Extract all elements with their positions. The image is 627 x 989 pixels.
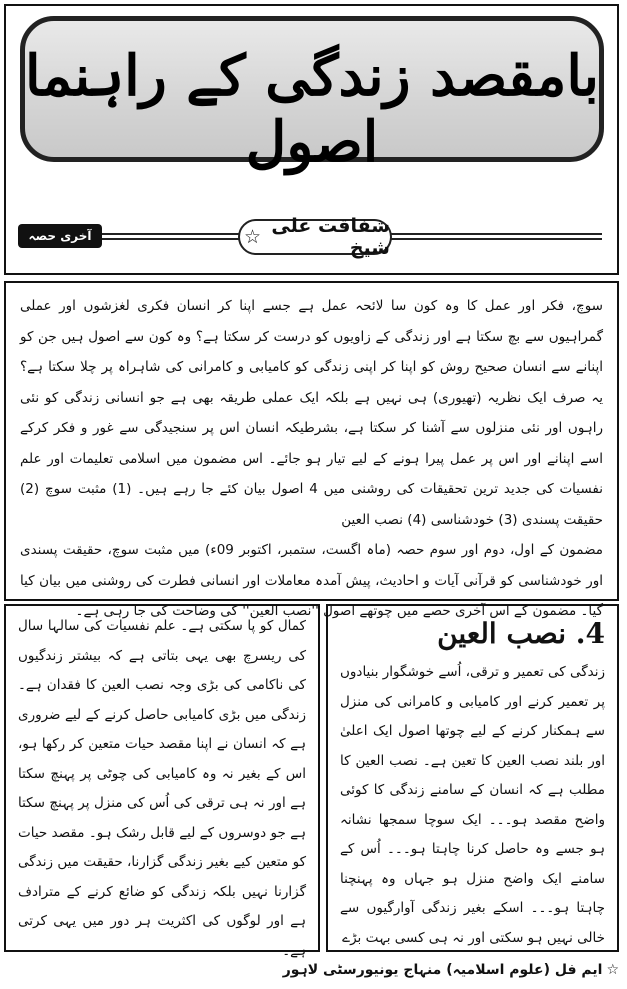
right-column <box>326 604 619 952</box>
part-tag: آخری حصہ <box>18 224 102 248</box>
author-affiliation: ایم فل (علوم اسلامیہ) منہاج یونیورسٹی لاہور <box>282 962 603 978</box>
left-column-text: کمال کو پا سکتی ہے۔ علم نفسیات کی سالہا سال کی ریسرچ بھی یہی بتاتی ہے کہ بیشتر زندگیوں کی ناکامی کی بڑی وجہ نصب العین کا فقدان ہے۔ زندگی میں بڑی کامیابی حاصل کرنے کے لیے ضروری ہے کہ انسان نے اپنا مقصد حیات متعین کر رکھا ہو، اس کے بغیر نہ وہ کامیابی کی چوٹی پر پہنچ سکتا ہے اور نہ ہی ترقی کی اُس کی منزل پر پہنچ سکتا ہے جو دوسروں کے لیے قابل رشک ہو۔ مقصد حیات کو متعین کیے بغیر زندگی گزارنا، حقیقت میں زندگی گزارنا نہیں بلکہ زندگی کو ضائع کرنے کے مترادف ہے اور لوگوں کی اکثریت ہر دور میں یہی کرتی ہے۔ <box>18 618 306 959</box>
section-heading: 4. نصب العین <box>437 617 605 650</box>
star-icon: ☆ <box>244 226 262 248</box>
intro-box <box>4 281 619 619</box>
star-icon: ☆ <box>606 962 619 978</box>
intro-paragraph: مضمون کے اول، دوم اور سوم حصہ (ماہ اگست، ستمبر، اکتوبر 09ء) میں مثبت سوچ، حقیقت پسندی اور خودشناسی کو قرآنی آیات و احادیث، پیش آمدہ معاملات اور انسانی فطرت کی روشنی میں بیان کیا گیا۔ مضمون کے اس آخری حصے میں چوتھے اصول ''نصب العین'' کی وضاحت کی جا رہی ہے۔ <box>20 542 604 619</box>
author-footnote <box>4 955 619 985</box>
author-name: شفاقت علی شیخ <box>271 215 390 259</box>
intro-paragraph: سوچ، فکر اور عمل کا وہ کون سا لائحہ عمل ہے جسے اپنا کر انسان فکری لغزشوں اور عملی گمراہیوں سے بچ سکتا ہے اور زندگی کے زاویوں کو درست کر سکتا ہے؟ وہ کون سے اصول ہیں جن کو اپنانے سے انسان صحیح روش کو اپنا کر اپنی زندگی کو کامیابی و کامرانی کی شاہراہ پر چلا سکتا ہے؟ یہ صرف ایک نظریہ (تھیوری) ہی نہیں ہے بلکہ ایک عملی طریقہ بھی ہے جو انسانی زندگی کو نئی راہوں اور نئی منزلوں سے آشنا کر سکتا ہے، بشرطیکہ انسان اس پر سنجیدگی سے غور و فکر کرکے اسے اپنانے اور اس پر عمل پیرا ہونے کے لیے تیار ہو جائے۔ اس مضمون میں اسلامی تعلیمات اور علم نفسیات کی جدید ترین تحقیقات کی روشنی میں 4 اصول بیان کئے جا رہے ہیں۔ (1) مثبت سوچ (2) حقیقت پسندی (3) خودشناسی (4) نصب العین <box>20 298 604 528</box>
article-title: بامقصد زندگی کے راہنما اصول <box>25 43 599 175</box>
title-banner <box>20 16 604 175</box>
right-column-text: زندگی کی تعمیر و ترقی، اُسے خوشگوار بنیادوں پر تعمیر کرنے اور کامیابی و کامرانی کی منزل سے ہمکنار کرنے کے لیے چوتھا اصول ایک اعلیٰ اور بلند نصب العین کا تعین ہے۔ نصب العین کا مطلب ہے کہ انسان کے سامنے زندگی کا کوئی واضح مقصد ہو۔۔۔ ایک سوچا سمجھا نشانہ ہو جسے وہ حاصل کرنا چاہتا ہو۔۔۔ اُس کے سامنے ایک واضح منزل ہو جہاں وہ پہنچنا چاہتا ہو۔۔۔ اسکے بغیر زندگی آوارگیوں سے خالی نہیں ہو سکتی اور نہ ہی کسی بہت بڑے <box>340 664 605 946</box>
left-column <box>4 604 320 959</box>
author-badge <box>238 215 392 259</box>
